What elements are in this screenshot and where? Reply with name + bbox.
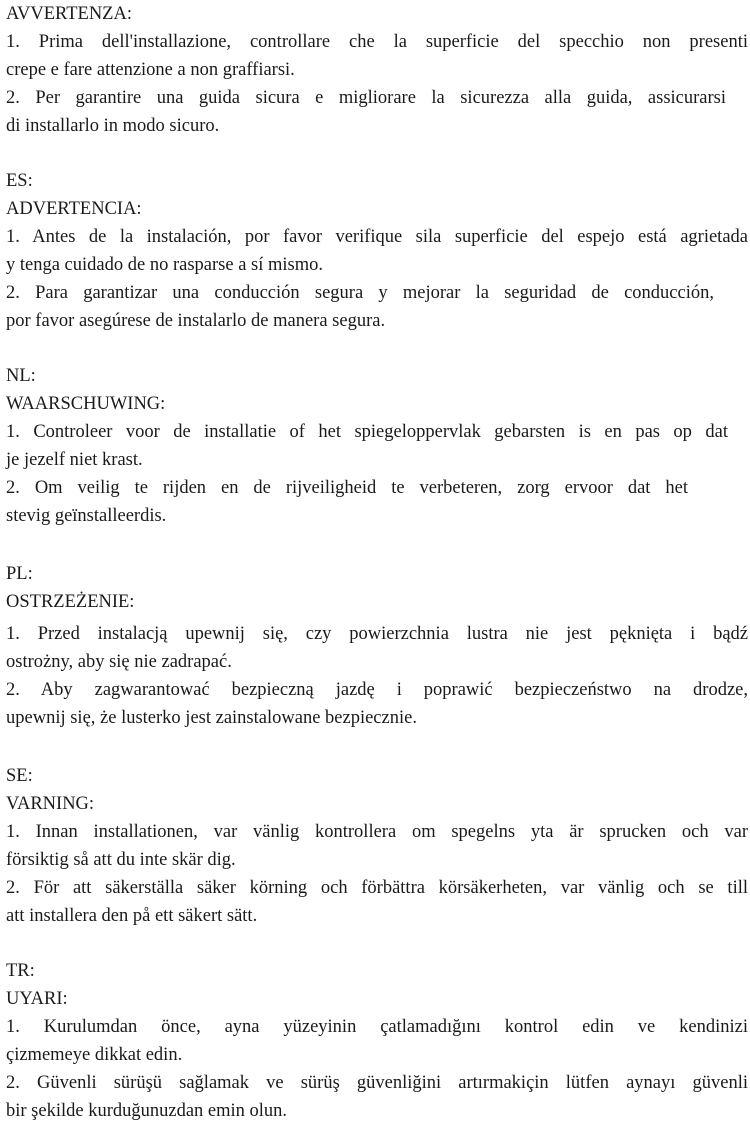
- item-2-line-2: stevig geïnstalleerdis.: [6, 506, 167, 526]
- item-1-line-2: crepe e fare attenzione a non graffiarsi.: [6, 60, 295, 80]
- item-1-line-2: y tenga cuidado de no rasparse a sí mismo.: [6, 255, 323, 275]
- item-2-line-1: 2. Per garantire una guida sicura e migliorare la sicurezza alla guida, assicurarsi: [6, 88, 726, 108]
- section-heading: WAARSCHUWING:: [6, 394, 166, 414]
- item-1-line-1: 1. Antes de la instalación, por favor verifique sila superficie del espejo está agrietada: [6, 227, 748, 247]
- item-1-line-1: 1. Prima dell'installazione, controllare che la superficie del specchio non presenti: [6, 32, 748, 52]
- item-2-line-2: di installarlo in modo sicuro.: [6, 116, 220, 136]
- item-2-line-1: 2. För att säkerställa säker körning och förbättra körsäkerheten, var vänlig och se till: [6, 878, 748, 898]
- section-heading: UYARI:: [6, 989, 68, 1009]
- item-1-line-1: 1. Przed instalacją upewnij się, czy powierzchnia lustra nie jest pęknięta i bądź: [6, 624, 748, 644]
- section-tr: [6, 957, 748, 1125]
- item-2-line-2: att installera den på ett säkert sätt.: [6, 906, 258, 926]
- item-2-line-2: por favor asegúrese de instalarlo de manera segura.: [6, 311, 386, 331]
- item-2-line-1: 2. Aby zagwarantować bezpieczną jazdę i poprawić bezpieczeństwo na drodze,: [6, 680, 748, 700]
- section-heading: VARNING:: [6, 794, 95, 814]
- language-code: SE:: [6, 766, 33, 786]
- language-code: ES:: [6, 171, 33, 191]
- item-2-line-1: 2. Para garantizar una conducción segura y mejorar la seguridad de conducción,: [6, 283, 714, 303]
- item-2-line-1: 2. Om veilig te rijden en de rijveiligheid te verbeteren, zorg ervoor dat het: [6, 478, 688, 498]
- section-pl: [6, 560, 748, 732]
- item-1-line-2: ostrożny, aby się nie zadrapać.: [6, 652, 232, 672]
- language-code: TR:: [6, 961, 35, 981]
- item-1-line-1: 1. Innan installationen, var vänlig kontrollera om spegelns yta är sprucken och var: [6, 822, 748, 842]
- language-code: NL:: [6, 366, 36, 386]
- item-2-line-2: upewnij się, że lusterko jest zainstalowane bezpiecznie.: [6, 708, 417, 728]
- section-it: [6, 0, 748, 140]
- section-heading: AVVERTENZA:: [6, 4, 132, 24]
- item-2-line-1: 2. Güvenli sürüşü sağlamak ve sürüş güvenliğini artırmakiçin lütfen aynayı güvenli: [6, 1073, 748, 1093]
- language-code: PL:: [6, 564, 33, 584]
- item-1-line-1: 1. Controleer voor de installatie of het spiegeloppervlak gebarsten is en pas op dat: [6, 422, 728, 442]
- item-2-line-2: bir şekilde kurduğunuzdan emin olun.: [6, 1101, 288, 1121]
- item-1-line-2: çizmemeye dikkat edin.: [6, 1045, 183, 1065]
- section-nl: [6, 362, 748, 530]
- section-heading: ADVERTENCIA:: [6, 199, 142, 219]
- item-1-line-1: 1. Kurulumdan önce, ayna yüzeyinin çatlamadığını kontrol edin ve kendinizi: [6, 1017, 748, 1037]
- section-heading: OSTRZEŻENIE:: [6, 592, 135, 612]
- section-se: [6, 762, 748, 930]
- item-1-line-2: försiktig så att du inte skär dig.: [6, 850, 236, 870]
- section-es: [6, 167, 748, 335]
- item-1-line-2: je jezelf niet krast.: [6, 450, 143, 470]
